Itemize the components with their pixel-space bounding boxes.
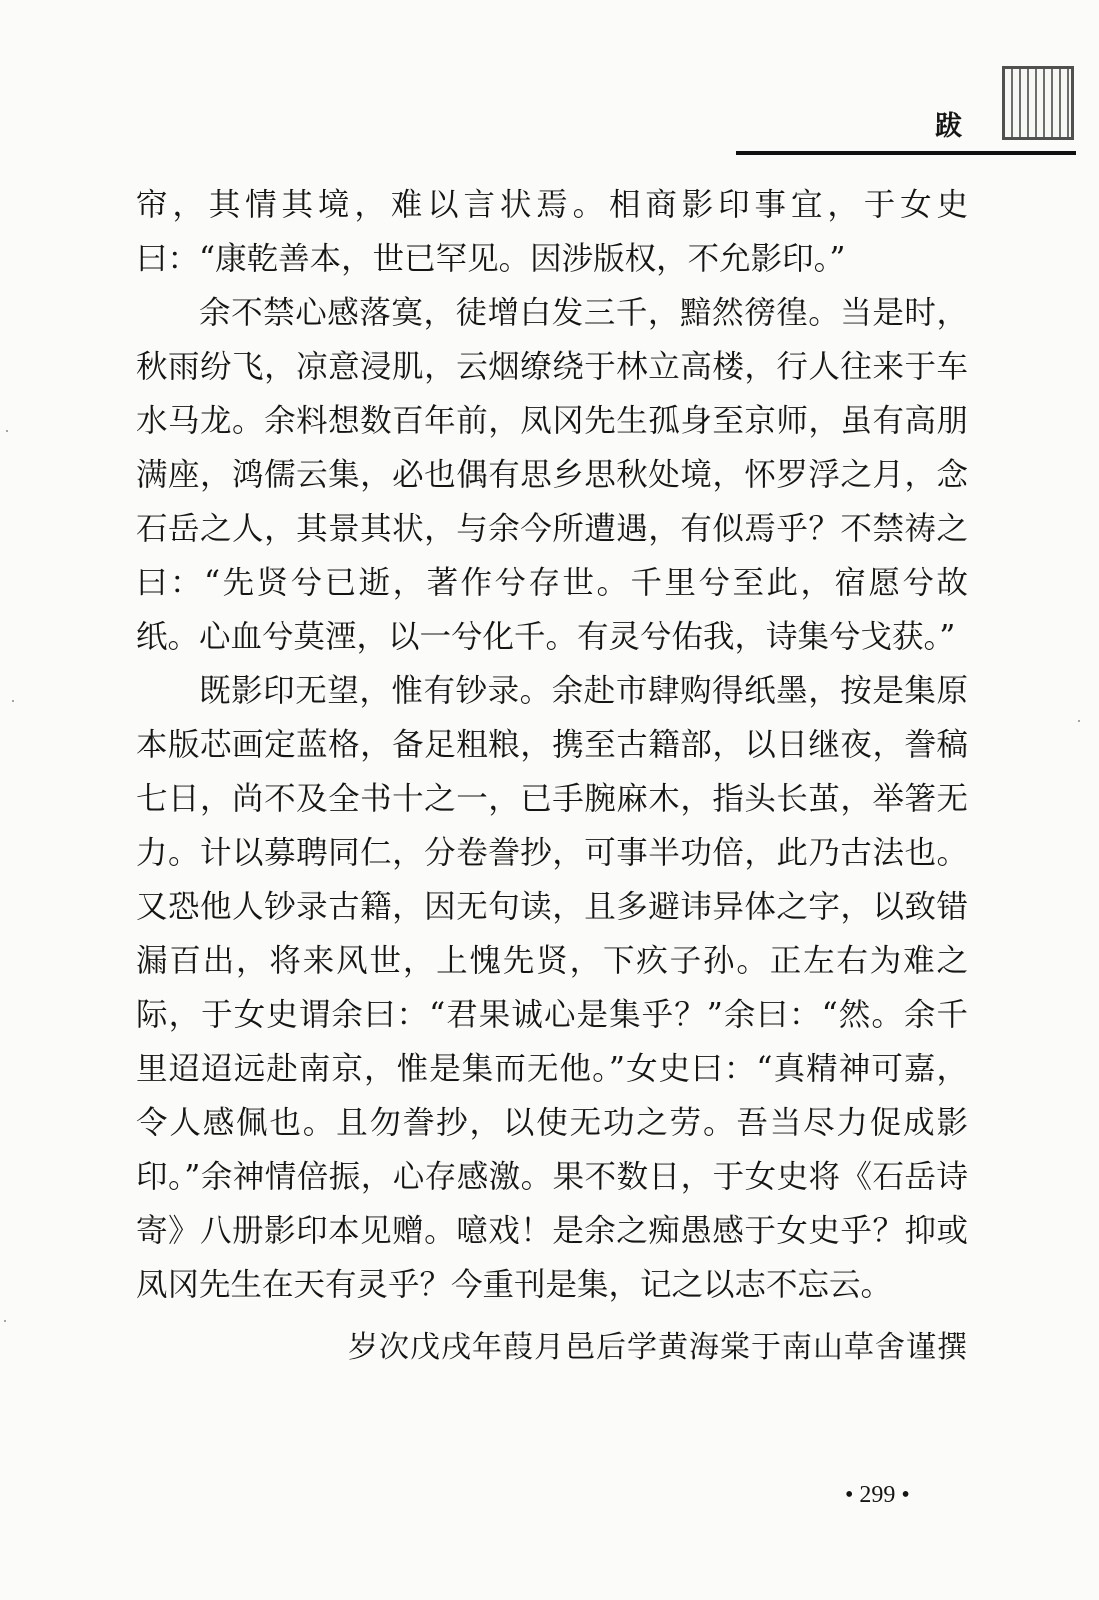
scan-speck	[12, 700, 14, 702]
seal-stamp-icon	[1002, 66, 1074, 140]
running-title: 跋	[935, 111, 963, 142]
body-text	[136, 178, 968, 1312]
scan-speck	[6, 430, 8, 432]
scan-speck	[1078, 720, 1080, 722]
header-rule	[736, 151, 1076, 155]
paragraph-2: 余不禁心感落寞，徒增白发三千，黯然徬徨。当是时，秋雨纷飞，凉意浸肌，云烟缭绕于林立高楼，行人往来于车水马龙。余料想数百年前，凤冈先生孤身至京师，虽有高朋满座，鸿儒云集，必也偶有思乡思秋处境，怀罗浮之月，念石岳之人，其景其状，与余今所遭遇，有似焉乎？不禁祷之曰：“先贤兮已逝，著作兮存世。千里兮至此，宿愿兮故纸。心血兮莫湮，以一兮化千。有灵兮佑我，诗集兮戈获。”	[136, 295, 968, 655]
paragraph-3: 既影印无望，惟有钞录。余赴市肆购得纸墨，按是集原本版芯画定蓝格，备足粗粮，携至古籍部，以日继夜，誊稿七日，尚不及全书十之一，已手腕麻木，指头长茧，举箸无力。计以募聘同仁，分卷誊抄，可事半功倍，此乃古法也。又恐他人钞录古籍，因无句读，且多避讳异体之字，以致错漏百出，将来风世，上愧先贤，下疚子孙。正左右为难之际，于女史谓余曰：“君果诚心是集乎？”余曰：“然。余千里迢迢远赴南京，惟是集而无他。”女史曰：“真精神可嘉，令人感佩也。且勿誊抄，以使无功之劳。吾当尽力促成影印。”余神情倍振，心存感激。果不数日，于女史将《石岳诗寄》八册影印本见赠。噫戏！是余之痴愚感于女史乎？抑或凤冈先生在天有灵乎？今重刊是集，记之以志不忘云。	[136, 673, 968, 1303]
author-signature-line: 岁次戊戌年葭月邑后学黄海棠于南山草舍谨撰	[348, 1330, 968, 1365]
scan-speck	[4, 1320, 6, 1322]
paragraph-1: 帘，其情其境，难以言状焉。相商影印事宜，于女史曰：“康乾善本，世已罕见。因涉版权，不允影印。”	[136, 187, 968, 277]
page-number: • 299 •	[845, 1482, 910, 1508]
